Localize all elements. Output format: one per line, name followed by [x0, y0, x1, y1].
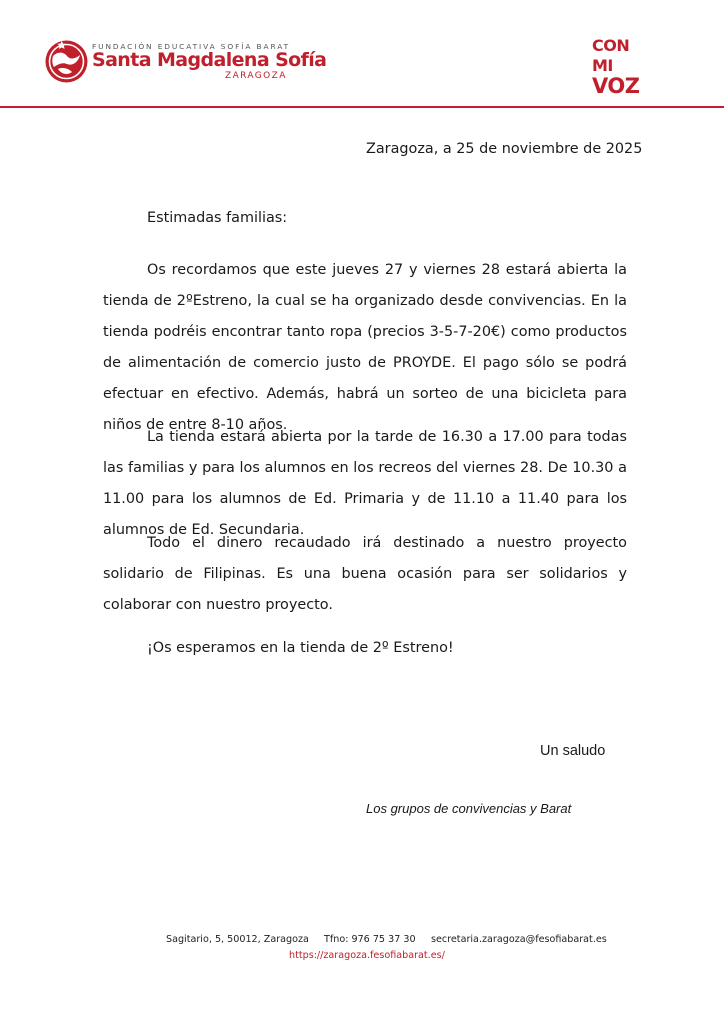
footer-address: Sagitario, 5, 50012, Zaragoza — [166, 934, 309, 945]
letter-signature: Los grupos de convivencias y Barat — [366, 801, 572, 816]
school-name: Santa Magdalena Sofía — [92, 49, 327, 71]
school-wordmark — [92, 42, 327, 86]
footer-website-link[interactable]: https://zaragoza.fesofiabarat.es/ — [289, 950, 445, 961]
letter-footer — [0, 934, 724, 968]
school-city: ZARAGOZA — [225, 71, 287, 81]
campaign-logo — [592, 36, 652, 96]
letter-greeting: Estimadas familias: — [147, 210, 288, 226]
foundation-name: FUNDACIÓN EDUCATIVA SOFÍA BARAT — [92, 42, 291, 51]
campaign-line-1: CON MI — [592, 36, 630, 75]
campaign-line-2: VOZ — [592, 74, 640, 98]
letter-salutation: Un saludo — [540, 743, 606, 759]
paragraph-opening-hours: La tienda estará abierta por la tarde de 16.30 a 17.00 para todas las familias y para los alumnos en los recreos del viernes 28. De 10.30 a 11.00 para los alumnos de Ed. Primaria y de 11.10 a 11.40 para los alumnos de Ed. Secundaria. — [103, 429, 627, 538]
paragraph-shop-announcement: Os recordamos que este jueves 27 y viernes 28 estará abierta la tienda de 2ºEstreno, la cual se ha organizado desde convivencias. En la tienda podréis encontrar tanto ropa (precios 3-5-7-20€) como productos de alimentación de comercio justo de PROYDE. El pago sólo se podrá efectuar en efectivo. Además, habrá un sorteo de una bicicleta para niños de entre 8-10 años. — [103, 262, 627, 433]
letterhead — [0, 0, 724, 110]
footer-phone: Tfno: 976 75 37 30 — [324, 934, 416, 945]
school-globe-logo-icon — [44, 39, 89, 84]
letter-date: Zaragoza, a 25 de noviembre de 2025 — [366, 141, 643, 157]
header-divider — [0, 106, 724, 108]
footer-email-link[interactable]: secretaria.zaragoza@fesofiabarat.es — [431, 934, 607, 945]
paragraph-solidarity-project: Todo el dinero recaudado irá destinado a nuestro proyecto solidario de Filipinas. Es una buena ocasión para ser solidarios y colaborar con nuestro proyecto. — [103, 535, 627, 613]
paragraph-closing-invitation: ¡Os esperamos en la tienda de 2º Estreno! — [147, 640, 454, 656]
